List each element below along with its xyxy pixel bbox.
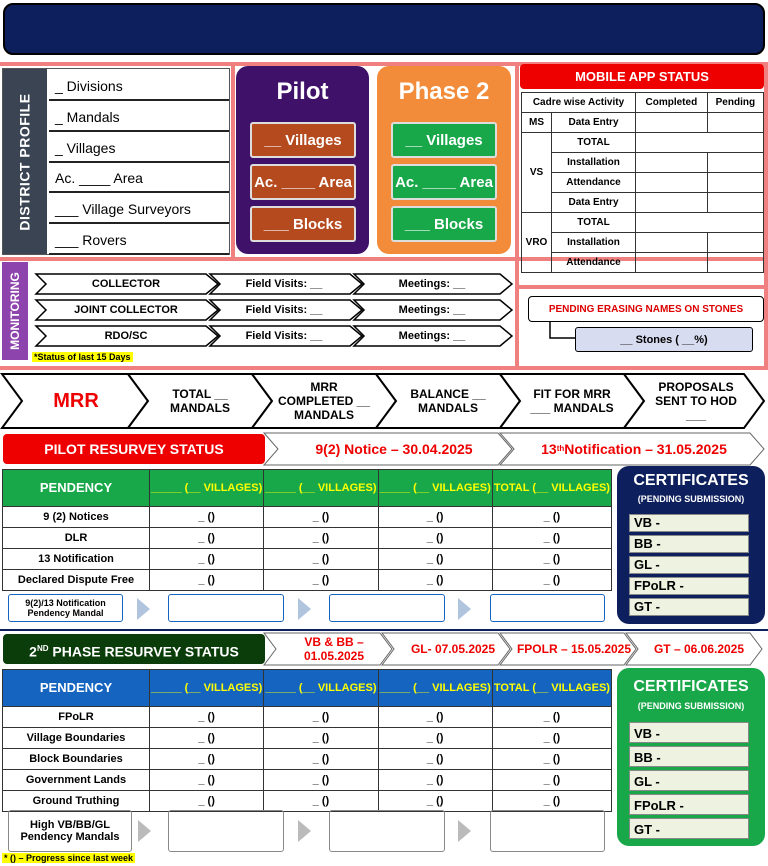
monitor-role: JOINT COLLECTOR — [74, 304, 178, 316]
phase2-summary-label: High VB/BB/GL Pendency Mandals — [8, 810, 132, 852]
phase2-area: Ac. ____ Area — [391, 164, 497, 200]
profile-mandals: _ Mandals — [49, 102, 229, 132]
notification-date: 13 th Notification – 31.05.2025 — [541, 441, 727, 457]
total-header: TOTAL (__ VILLAGES) — [492, 670, 611, 707]
table-row: Village Boundaries _ () _ () _ () _ () — [3, 728, 612, 749]
table-row: 9 (2) Notices _ () _ () _ () _ () — [3, 507, 612, 528]
total-header: TOTAL (__ VILLAGES) — [492, 470, 611, 507]
phase2-title: Phase 2 — [398, 78, 490, 105]
arrow-right-icon — [138, 820, 151, 842]
summary-box — [329, 594, 445, 622]
arrow-right-icon — [298, 598, 311, 620]
phase2-step: VB & BB – 01.05.2025 — [303, 635, 365, 663]
monitor-visits: Field Visits: __ — [245, 278, 323, 290]
phase2-card — [377, 66, 511, 254]
cert-item: GL - — [629, 770, 749, 791]
mrr-step: MRR COMPLETED __ MANDALS — [277, 380, 370, 422]
header-pending: Pending — [707, 93, 763, 113]
divider-line — [0, 629, 768, 631]
mobile-app-table — [521, 92, 764, 273]
summary-box — [329, 810, 445, 852]
cert-item: GT - — [629, 818, 749, 839]
notice-date: 9(2) Notice – 30.04.2025 — [315, 441, 473, 457]
arrow-right-icon — [458, 598, 471, 620]
activity: Installation — [552, 233, 636, 253]
pendency-header: PENDENCY — [3, 470, 150, 507]
profile-area: Ac. ____ Area — [49, 163, 229, 193]
divider-line — [515, 285, 768, 289]
profile-surveyors: ___ Village Surveyors — [49, 194, 229, 224]
certificates-title: CERTIFICATES — [633, 472, 749, 489]
table-row: Ground Truthing _ () _ () _ () _ () — [3, 791, 612, 812]
pilot-title: Pilot — [276, 78, 329, 105]
monitor-role: RDO/SC — [104, 330, 148, 342]
cadre-vs: VS — [522, 133, 552, 213]
pendency-header: PENDENCY — [3, 670, 150, 707]
pilot-pendency-table — [2, 469, 612, 591]
summary-box — [490, 810, 605, 852]
phase2-blocks: ___ Blocks — [391, 206, 497, 242]
pilot-card — [236, 66, 369, 254]
phase2-step: GT – 06.06.2025 — [653, 642, 745, 656]
cert-item: VB - — [629, 722, 749, 743]
monitoring-section — [2, 262, 516, 366]
table-row: Declared Dispute Free _ () _ () _ () _ () — [3, 570, 612, 591]
mrr-label: MRR — [53, 390, 99, 412]
table-row: DLR _ () _ () _ () _ () — [3, 528, 612, 549]
table-row: FPoLR _ () _ () _ () _ () — [3, 707, 612, 728]
cadre-vro: VRO — [522, 213, 552, 273]
activity: Data Entry — [552, 193, 636, 213]
village-header: _____ (__ VILLAGES) — [378, 470, 492, 507]
mrr-step: FIT FOR MRR ___ MANDALS — [530, 387, 614, 415]
stones-count: __ Stones ( __%) — [575, 327, 753, 352]
village-header: _____ (__ VILLAGES) — [264, 470, 378, 507]
phase2-status-title: 2ND PHASE RESURVEY STATUS — [3, 634, 265, 664]
summary-box — [168, 594, 284, 622]
pending-erasing-title: PENDING ERASING NAMES ON STONES — [528, 296, 764, 322]
profile-rovers: ___ Rovers — [49, 225, 229, 255]
pilot-summary-label: 9(2)/13 Notification Pendency Mandal — [8, 594, 123, 622]
phase2-step: FPOLR – 15.05.2025 — [516, 642, 632, 656]
activity: Attendance — [552, 253, 636, 273]
table-row: 13 Notification _ () _ () _ () _ () — [3, 549, 612, 570]
phase2-step: GL- 07.05.2025 — [410, 642, 496, 656]
pilot-villages: __ Villages — [250, 122, 356, 158]
mrr-step: TOTAL __ MANDALS — [170, 387, 230, 415]
footnote: * () – Progress since last week — [4, 853, 134, 863]
monitor-visits: Field Visits: __ — [245, 304, 323, 316]
cadre-ms: MS — [522, 113, 552, 133]
table-row: Government Lands _ () _ () _ () _ () — [3, 770, 612, 791]
summary-box — [490, 594, 605, 622]
mrr-step: PROPOSALS SENT TO HOD ___ — [655, 380, 737, 422]
header-completed: Completed — [635, 93, 707, 113]
village-header: _____ (__ VILLAGES) — [150, 470, 264, 507]
monitoring-label: MONITORING — [2, 262, 28, 360]
activity: TOTAL — [552, 213, 636, 233]
activity: TOTAL — [552, 133, 636, 153]
cert-item: FPoLR - — [629, 577, 749, 595]
monitor-role: COLLECTOR — [91, 278, 161, 290]
pilot-status-title: PILOT RESURVEY STATUS — [3, 434, 265, 464]
arrow-right-icon — [298, 820, 311, 842]
village-header: _____ (__ VILLAGES) — [150, 670, 264, 707]
monitor-visits: Field Visits: __ — [245, 330, 323, 342]
certificates-title: CERTIFICATES — [633, 678, 749, 695]
certificates-subtitle: (PENDING SUBMISSION) — [637, 701, 745, 711]
district-profile-label: DISTRICT PROFILE — [3, 69, 47, 254]
divider-line — [231, 62, 235, 260]
profile-villages: _ Villages — [49, 133, 229, 163]
header-activity: Cadre wise Activity — [522, 93, 636, 113]
summary-box — [168, 810, 284, 852]
cert-item: BB - — [629, 535, 749, 553]
monitor-meetings: Meetings: __ — [398, 330, 466, 342]
village-header: _____ (__ VILLAGES) — [264, 670, 378, 707]
phase2-certificates — [617, 668, 765, 846]
cert-item: GT - — [629, 598, 749, 616]
district-profile — [2, 68, 230, 255]
cert-item: FPoLR - — [629, 794, 749, 815]
table-row: Block Boundaries _ () _ () _ () _ () — [3, 749, 612, 770]
phase2-villages: __ Villages — [391, 122, 497, 158]
arrow-right-icon — [137, 598, 150, 620]
phase2-pendency-table — [2, 669, 612, 812]
cert-item: BB - — [629, 746, 749, 767]
monitor-meetings: Meetings: __ — [398, 278, 466, 290]
activity: Data Entry — [552, 113, 636, 133]
pilot-area: Ac. ____ Area — [250, 164, 356, 200]
activity: Attendance — [552, 173, 636, 193]
header-banner — [3, 3, 765, 55]
mrr-step: BALANCE __ MANDALS — [410, 387, 486, 415]
monitor-meetings: Meetings: __ — [398, 304, 466, 316]
village-header: _____ (__ VILLAGES) — [378, 670, 492, 707]
pilot-certificates — [617, 466, 765, 624]
profile-divisions: _ Divisions — [49, 71, 229, 101]
cert-item: VB - — [629, 514, 749, 532]
divider-line — [0, 366, 768, 370]
arrow-right-icon — [458, 820, 471, 842]
cert-item: GL - — [629, 556, 749, 574]
monitoring-note: *Status of last 15 Days — [34, 352, 131, 362]
certificates-subtitle: (PENDING SUBMISSION) — [637, 494, 745, 504]
activity: Installation — [552, 153, 636, 173]
connector-line — [548, 322, 578, 342]
mobile-app-title: MOBILE APP STATUS — [520, 64, 764, 89]
divider-line — [764, 62, 768, 370]
pilot-blocks: ___ Blocks — [250, 206, 356, 242]
